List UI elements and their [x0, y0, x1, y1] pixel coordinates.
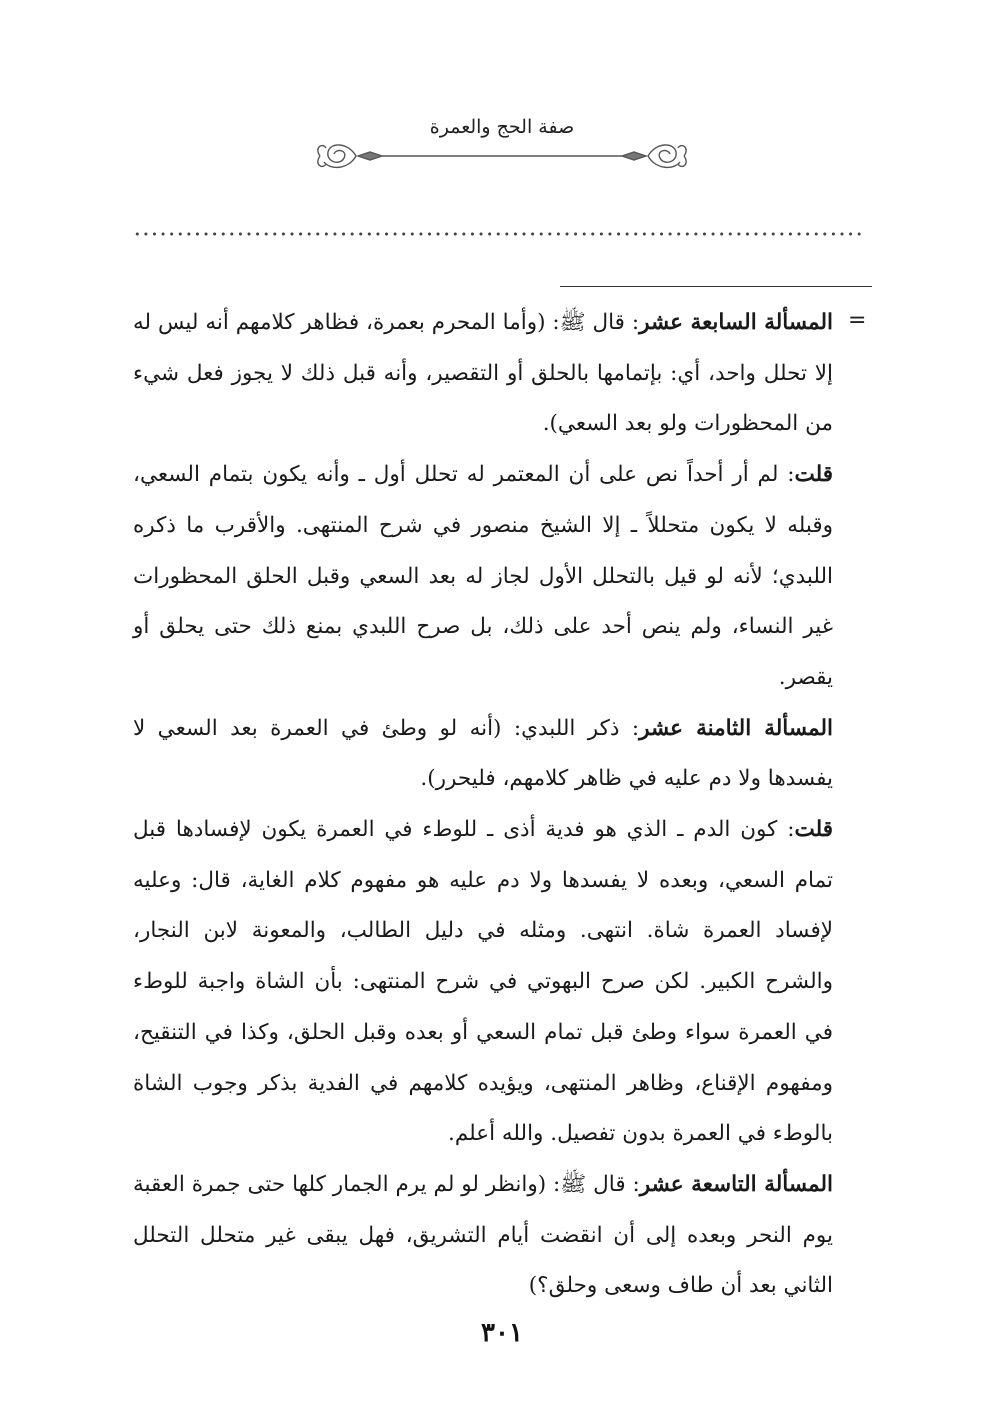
dotted-separator	[133, 232, 865, 236]
paragraph-text: : قال ﷺ: (وأما المحرم بعمرة، فظاهر كلامهم أنه ليس له إلا تحلل واحد، أي: بإتمامها بالحلق أو التقصير، وأنه قبل ذلك لا يجوز فعل شيء من المحظورات ولو بعد السعي).	[133, 310, 833, 437]
paragraph-text: : قال ﷺ: (وانظر لو لم يرم الجمار كلها حتى جمرة العقبة يوم النحر وبعده إلى أن انقضت أيام التشريق، فهل يبقى غير متحلل التحلل الثاني بعد أن طاف وسعى وحلق؟)	[133, 1171, 833, 1299]
paragraph-text: : كون الدم ـ الذي هو فدية أذى ـ للوطء في العمرة يكون لإفسادها قبل تمام السعي، وبعده لا يفسدها ولا دم عليه هو مفهوم كلام الغاية، قال: وعليه لإفساد العمرة شاة. انتهى. ومثله في دليل الطالب، والمعونة لابن النجار، والشرح الكبير. لكن صرح البهوتي في شرح المنتهى: بأن الشاة واجبة للوطء في العمرة سواء وطئ قبل تمام السعي أو بعده وقبل الحلق، وكذا في التنقيح، ومفهوم الإقناع، وظاهر المنتهى، ويؤيده كلامهم في الفدية بذكر وجوب الشاة بالوطء في العمرة بدون تفصيل. والله أعلم.	[133, 817, 833, 1147]
paragraph	[133, 450, 833, 704]
paragraph	[133, 704, 833, 805]
margin-mark: =	[848, 308, 867, 333]
paragraph-heading: قلت	[794, 462, 833, 488]
body-text	[133, 298, 833, 1312]
paragraph	[133, 298, 833, 450]
paragraph-heading: المسألة الثامنة عشر	[639, 715, 833, 741]
paragraph	[133, 805, 833, 1160]
header-title: صفة الحج والعمرة	[429, 116, 575, 138]
running-header	[0, 112, 1004, 176]
paragraph-heading: قلت	[794, 817, 833, 843]
footnote-rule	[560, 286, 872, 287]
page-number: ٣٠١	[481, 1318, 523, 1348]
paragraph-text: : لم أر أحداً نص على أن المعتمر له تحلل أول ـ وأنه يكون بتمام السعي، وقبله لا يكون متحللاً ـ إلا الشيخ منصور في شرح المنتهى. والأقرب ما ذكره اللبدي؛ لأنه لو قيل بالتحلل الأول لجاز له بعد السعي وقبل الحلق المحظورات غير النساء، ولم ينص أحد على ذلك، بل صرح اللبدي بمنع ذلك حتى يحلق أو يقصر.	[133, 462, 833, 690]
paragraph-heading: المسألة السابعة عشر	[639, 310, 833, 335]
paragraph-text: : ذكر اللبدي: (أنه لو وطئ في العمرة بعد السعي لا يفسدها ولا دم عليه في ظاهر كلامهم، فليحرر).	[133, 715, 833, 792]
header-ornament-icon	[312, 136, 692, 176]
paragraph-heading: المسألة التاسعة عشر	[639, 1171, 833, 1197]
paragraph	[133, 1160, 833, 1312]
